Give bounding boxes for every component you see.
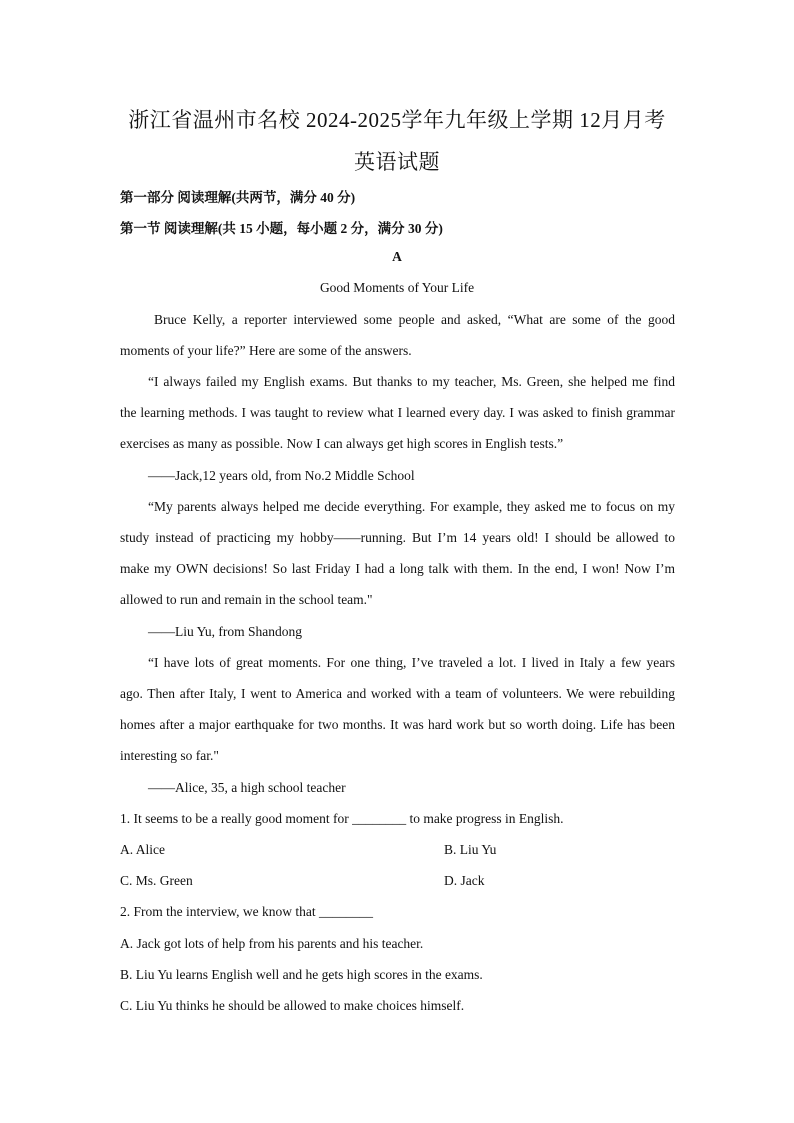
answer3-line: ago. Then after Italy, I went to America and worked with a team of volunteers. We were rebuilding <box>120 686 675 701</box>
part1-heading: 第一部分 阅读理解(共两节，满分 40 分) <box>120 190 356 205</box>
exam-title-line1: 浙江省温州市名校 2024-2025学年九年级上学期 12月月考 <box>128 108 666 132</box>
passage-title: Good Moments of Your Life <box>319 280 475 295</box>
signature-alice: ——Alice, 35, a high school teacher <box>148 780 346 795</box>
question1-stem: 1. It seems to be a really good moment for ________ to make progress in English. <box>120 811 564 826</box>
section1-heading: 第一节 阅读理解(共 15 小题，每小题 2 分，满分 30 分) <box>120 221 443 236</box>
answer2-line: allowed to run and remain in the school team." <box>120 592 373 607</box>
answer2-line: make my OWN decisions! So last Friday I had a long talk with them. In the end, I won! Now I’m <box>120 561 675 576</box>
passage-letter: A <box>392 249 402 264</box>
q2-option-a[interactable]: A. Jack got lots of help from his parents and his teacher. <box>120 936 424 951</box>
answer2-line: “My parents always helped me decide everything. For example, they asked me to focus on my <box>148 499 675 514</box>
signature-jack: ——Jack,12 years old, from No.2 Middle School <box>148 468 415 483</box>
q1-option-a[interactable]: A. Alice <box>120 842 165 857</box>
q1-option-b[interactable]: B. Liu Yu <box>444 842 497 857</box>
q2-option-b[interactable]: B. Liu Yu learns English well and he gets high scores in the exams. <box>120 967 483 982</box>
exam-title-line2: 英语试题 <box>354 150 440 174</box>
answer2-line: study instead of practicing my hobby——running. But I’m 14 years old! I should be allowed to <box>120 530 675 545</box>
answer3-line: homes after a major earthquake for two months. It was hard work but so worth doing. Life has been <box>120 717 675 732</box>
q1-option-d[interactable]: D. Jack <box>444 873 485 888</box>
answer1-line: “I always failed my English exams. But thanks to my teacher, Ms. Green, she helped me find <box>148 374 675 389</box>
signature-liu-yu: ——Liu Yu, from Shandong <box>148 624 302 639</box>
answer1-line: the learning methods. I was taught to review what I learned every day. I was asked to finish grammar <box>120 405 675 420</box>
answer3-line: interesting so far." <box>120 748 219 763</box>
intro-line: Bruce Kelly, a reporter interviewed some people and asked, “What are some of the good <box>154 312 675 327</box>
intro-line: moments of your life?” Here are some of the answers. <box>120 343 412 358</box>
question2-stem: 2. From the interview, we know that ________ <box>120 904 373 919</box>
answer3-line: “I have lots of great moments. For one thing, I’ve traveled a lot. I lived in Italy a few years <box>148 655 675 670</box>
answer1-line: exercises as many as possible. Now I can always get high scores in English tests.” <box>120 436 564 451</box>
q1-option-c[interactable]: C. Ms. Green <box>120 873 193 888</box>
q2-option-c[interactable]: C. Liu Yu thinks he should be allowed to make choices himself. <box>120 998 465 1013</box>
